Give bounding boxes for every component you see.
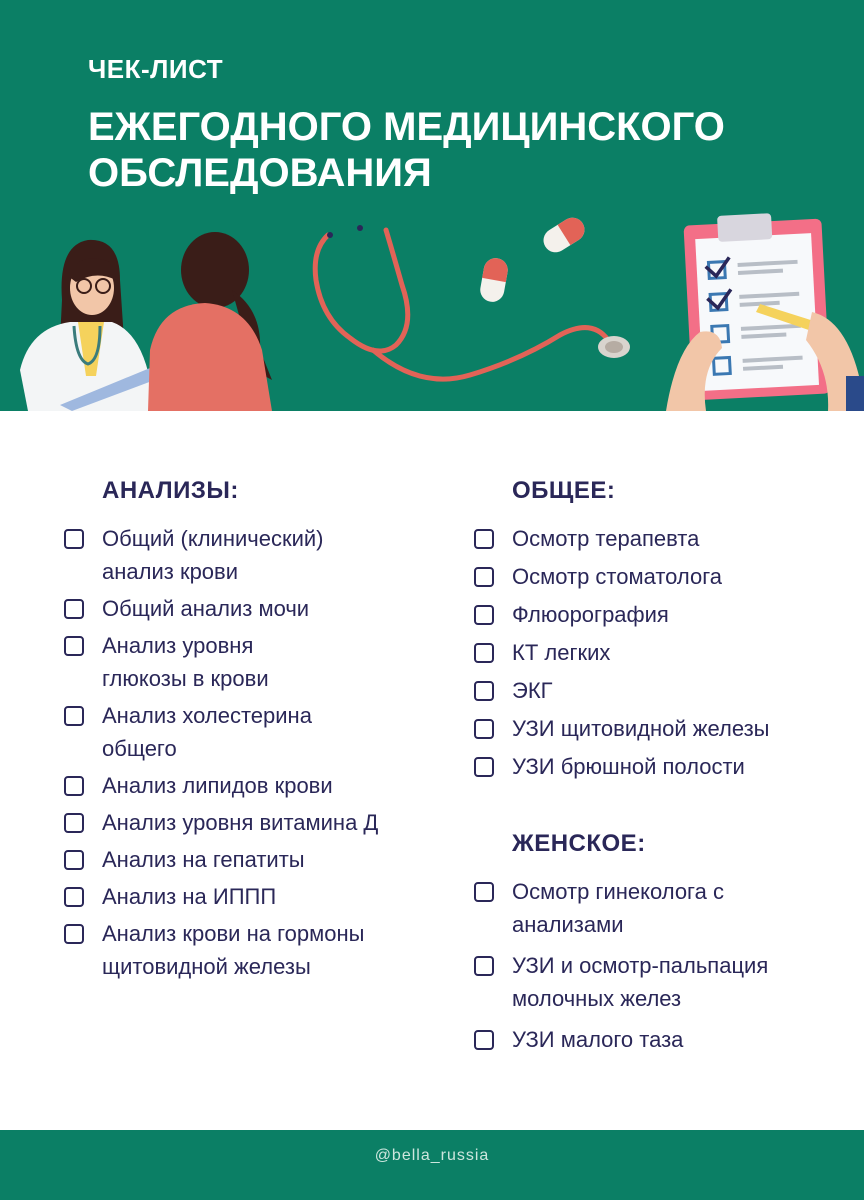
checkbox[interactable]	[64, 887, 84, 907]
checklist-item[interactable]	[474, 598, 844, 631]
general-heading: ОБЩЕЕ:	[512, 477, 616, 504]
checkbox[interactable]	[474, 605, 494, 625]
checklist-item-line: общего	[102, 736, 177, 761]
checkbox[interactable]	[474, 882, 494, 902]
checklist-item[interactable]	[474, 750, 844, 783]
medical-illustration	[0, 200, 864, 411]
checkbox[interactable]	[64, 776, 84, 796]
checklist-item[interactable]	[474, 560, 844, 593]
checklist-item[interactable]	[474, 875, 844, 941]
checklist-item[interactable]	[64, 843, 424, 876]
checkbox[interactable]	[64, 924, 84, 944]
checklist-item[interactable]	[64, 769, 424, 802]
checklist-item-label	[102, 806, 378, 839]
checkbox[interactable]	[474, 956, 494, 976]
checklist-item-label	[102, 880, 276, 913]
checkbox[interactable]	[474, 529, 494, 549]
female-heading: ЖЕНСКОЕ:	[512, 830, 646, 857]
checkbox[interactable]	[64, 706, 84, 726]
checklist-item-label	[512, 750, 745, 783]
checklist-item-label	[512, 712, 769, 745]
checkbox[interactable]	[64, 813, 84, 833]
checklist-item-line: Общий анализ мочи	[102, 596, 310, 621]
checklist-item-line: УЗИ щитовидной железы	[512, 716, 770, 741]
checklist-item-label	[512, 636, 610, 669]
checklist-item-line: УЗИ малого таза	[512, 1027, 684, 1052]
checklist-item[interactable]	[64, 880, 424, 913]
analyses-section	[64, 476, 424, 987]
header-banner	[0, 0, 864, 411]
checkbox[interactable]	[64, 850, 84, 870]
checklist-item-line: Осмотр гинеколога с	[512, 879, 724, 904]
checklist-item-label	[512, 875, 724, 941]
checklist-item-label	[512, 949, 768, 1015]
checklist-item[interactable]	[64, 699, 424, 765]
checklist-item-line: Анализ уровня	[102, 633, 254, 658]
checklist-item-line: Флюорография	[512, 602, 669, 627]
checklist-item-label	[512, 522, 699, 555]
checkbox[interactable]	[474, 757, 494, 777]
checkbox[interactable]	[474, 681, 494, 701]
title-line-1: ЕЖЕГОДНОГО МЕДИЦИНСКОГО	[88, 105, 725, 149]
checklist-item-line: молочных желез	[512, 986, 682, 1011]
checklist-item-label	[102, 769, 333, 802]
checklist-item[interactable]	[64, 522, 424, 588]
checklist-item-line: Осмотр терапевта	[512, 526, 700, 551]
clipboard-icon	[666, 213, 864, 411]
checklist-item-line: Анализ липидов крови	[102, 773, 333, 798]
checklist-item-line: КТ легких	[512, 640, 611, 665]
checklist-item-label	[102, 699, 312, 765]
pill-icon	[539, 213, 589, 257]
checklist-item[interactable]	[474, 522, 844, 555]
checklist-item-label	[102, 843, 305, 876]
checklist-item-label	[512, 560, 722, 593]
checklist-item-line: Анализ на ИППП	[102, 884, 277, 909]
patient-icon	[148, 232, 272, 411]
checklist-item-line: анализ крови	[102, 559, 239, 584]
checklist-item-line: Анализ крови на гормоны	[102, 921, 365, 946]
checklist-item[interactable]	[64, 629, 424, 695]
checklist-item-line: Осмотр стоматолога	[512, 564, 723, 589]
general-list	[474, 522, 844, 783]
checkbox[interactable]	[474, 1030, 494, 1050]
checklist-item-line: УЗИ и осмотр-пальпация	[512, 953, 769, 978]
checklist-item[interactable]	[64, 592, 424, 625]
checklist-item-line: УЗИ брюшной полости	[512, 754, 745, 779]
checklist-item-line: щитовидной железы	[102, 954, 311, 979]
checklist-item[interactable]	[64, 917, 424, 983]
checklist-item-line: Общий (клинический)	[102, 526, 324, 551]
checklist-item-label	[512, 598, 669, 631]
checkbox[interactable]	[64, 529, 84, 549]
analyses-list	[64, 522, 424, 983]
checklist-item[interactable]	[474, 949, 844, 1015]
page-title	[88, 104, 808, 196]
checklist-item[interactable]	[474, 636, 844, 669]
title-line-2: ОБСЛЕДОВАНИЯ	[88, 151, 432, 195]
analyses-heading: АНАЛИЗЫ:	[102, 477, 239, 504]
doctor-icon	[20, 240, 160, 411]
checkbox[interactable]	[474, 719, 494, 739]
checklist-item-line: глюкозы в крови	[102, 666, 269, 691]
checkbox[interactable]	[64, 599, 84, 619]
checklist-item-line: ЭКГ	[512, 678, 553, 703]
footer-bar	[0, 1130, 864, 1200]
checklist-subtitle: ЧЕК-ЛИСТ	[88, 54, 224, 84]
checkbox[interactable]	[64, 636, 84, 656]
checklist-item-line: анализами	[512, 912, 624, 937]
pill-icon	[478, 256, 509, 303]
checklist-item-label	[102, 917, 364, 983]
checklist-item[interactable]	[474, 674, 844, 707]
checklist-item-label	[512, 1023, 683, 1056]
checklist-item-line: Анализ уровня витамина Д	[102, 810, 379, 835]
author-handle: @bella_russia	[374, 1147, 490, 1164]
checklist-item[interactable]	[64, 806, 424, 839]
checkbox[interactable]	[474, 567, 494, 587]
female-section	[474, 829, 844, 1064]
checklist-item-label	[102, 522, 324, 588]
checklist-item-line: Анализ на гепатиты	[102, 847, 305, 872]
general-section	[474, 476, 844, 788]
female-list	[474, 875, 844, 1056]
checklist-item-line: Анализ холестерина	[102, 703, 312, 728]
checklist-item-label	[102, 592, 309, 625]
checklist-item[interactable]	[474, 712, 844, 745]
checklist-item-label	[102, 629, 269, 695]
checklist-item[interactable]	[474, 1023, 844, 1056]
checkbox[interactable]	[474, 643, 494, 663]
checklist-item-label	[512, 674, 553, 707]
